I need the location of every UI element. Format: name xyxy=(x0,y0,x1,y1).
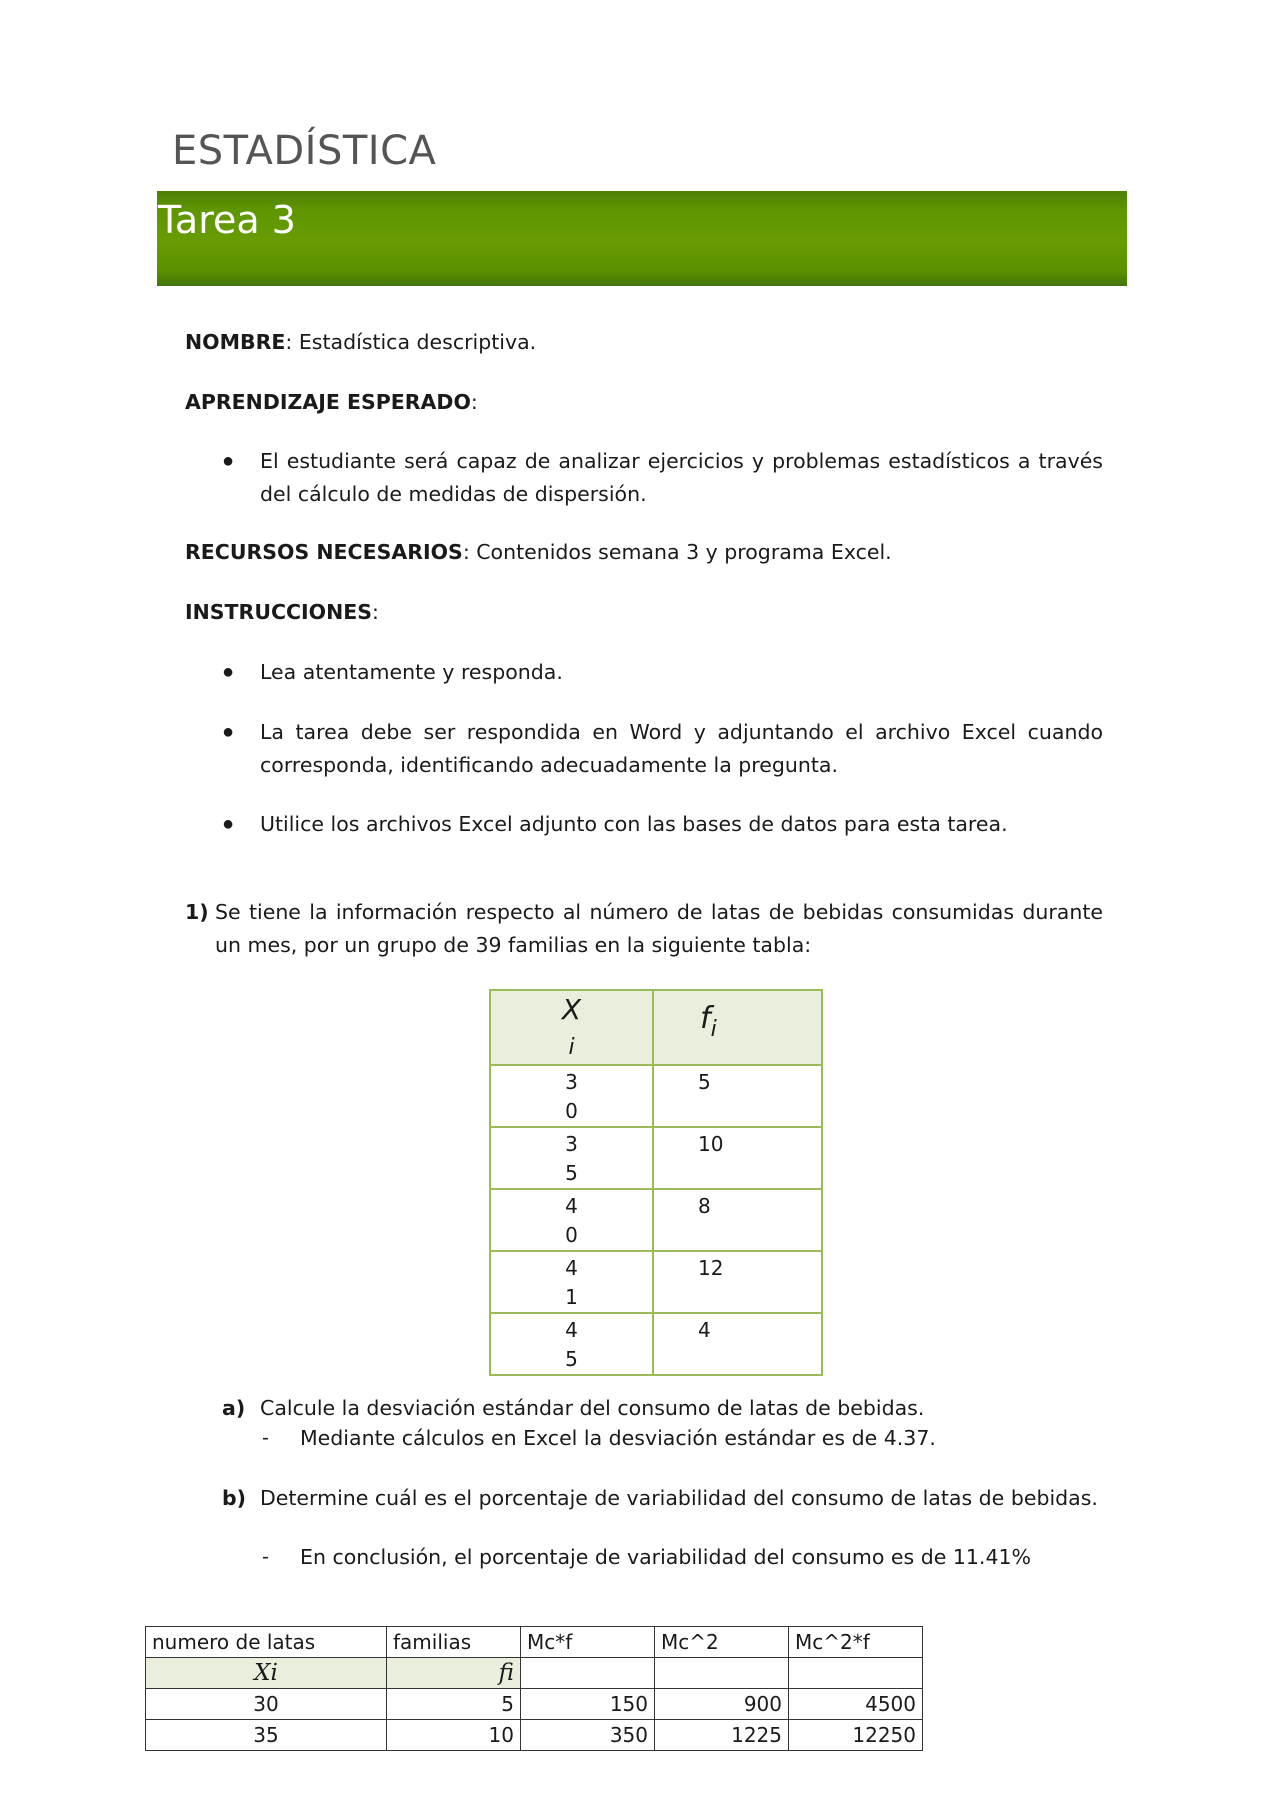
header-x-symbol: X xyxy=(561,993,582,1026)
fi-cell: 8 xyxy=(653,1189,822,1251)
excel-header-cell: familias xyxy=(387,1627,521,1658)
frequency-table xyxy=(489,989,823,1376)
xi-digit: 5 xyxy=(565,1161,578,1185)
instrucciones-suffix: : xyxy=(372,600,379,624)
aprendizaje-bullet: El estudiante será capaz de analizar ejercicios y problemas estadísticos a través del cálculo de medidas de dispersión. xyxy=(260,449,1103,506)
excel-subheader-fi: fi xyxy=(387,1658,521,1689)
recursos-line xyxy=(185,536,892,569)
instrucciones-heading xyxy=(185,596,379,629)
excel-cell: 1225 xyxy=(655,1720,789,1751)
xi-digit: 3 xyxy=(565,1132,578,1156)
excel-cell: 150 xyxy=(521,1689,655,1720)
excel-empty-cell xyxy=(655,1658,789,1689)
xi-digit: 0 xyxy=(565,1099,578,1123)
xi-digit: 4 xyxy=(565,1256,578,1280)
recursos-value: : Contenidos semana 3 y programa Excel. xyxy=(462,540,892,564)
dash-bullet: - xyxy=(262,1426,269,1449)
excel-cell: 900 xyxy=(655,1689,789,1720)
sub-question-a-label: a) xyxy=(222,1396,246,1420)
fi-cell: 12 xyxy=(653,1251,822,1313)
fi-cell: 10 xyxy=(653,1127,822,1189)
xi-digit: 3 xyxy=(565,1070,578,1094)
excel-cell: 4500 xyxy=(789,1689,923,1720)
bullet-icon: ● xyxy=(222,813,235,835)
aprendizaje-suffix: : xyxy=(470,390,478,414)
fi-cell: 5 xyxy=(653,1065,822,1127)
header-fi xyxy=(653,990,822,1065)
question-number: 1) xyxy=(185,900,209,924)
xi-digit: 4 xyxy=(565,1318,578,1342)
excel-cell: 12250 xyxy=(789,1720,923,1751)
xi-digit: 1 xyxy=(565,1285,578,1309)
excel-cell: 350 xyxy=(521,1720,655,1751)
assignment-title: Tarea 3 xyxy=(158,198,296,242)
bullet-icon: ● xyxy=(222,661,235,683)
instruccion-item: La tarea debe ser respondida en Word y adjuntando el archivo Excel cuando corresponda, identificando adecuadamente la pregunta. xyxy=(260,720,1103,777)
sub-question-a-answer: Mediante cálculos en Excel la desviación estándar es de 4.37. xyxy=(300,1426,936,1450)
aprendizaje-heading xyxy=(185,386,478,419)
excel-subheader-row xyxy=(146,1658,923,1689)
xi-digit: 4 xyxy=(565,1194,578,1218)
sub-question-b-label: b) xyxy=(222,1486,247,1510)
table-row xyxy=(490,1189,822,1251)
instruccion-item: Lea atentamente y responda. xyxy=(260,660,563,684)
excel-header-row xyxy=(146,1627,923,1658)
header-f-subscript: i xyxy=(710,1017,717,1042)
excel-cell: 35 xyxy=(146,1720,387,1751)
table-row xyxy=(490,1065,822,1127)
nombre-value: : Estadística descriptiva. xyxy=(285,330,537,354)
excel-cell: 30 xyxy=(146,1689,387,1720)
frequency-table-header xyxy=(490,990,822,1065)
subject-title: ESTADÍSTICA xyxy=(172,128,437,174)
bullet-icon: ● xyxy=(222,721,235,743)
fi-cell: 4 xyxy=(653,1313,822,1375)
header-xi xyxy=(490,990,653,1065)
excel-subheader-xi: Xi xyxy=(146,1658,387,1689)
header-x-subscript: i xyxy=(568,1035,575,1060)
excel-header-cell: Mc*f xyxy=(521,1627,655,1658)
excel-empty-cell xyxy=(789,1658,923,1689)
sub-question-b-answer: En conclusión, el porcentaje de variabilidad del consumo es de 11.41% xyxy=(300,1545,1032,1569)
xi-cell xyxy=(490,1065,653,1127)
dash-bullet: - xyxy=(262,1545,269,1568)
nombre-line xyxy=(185,326,536,359)
excel-header-cell: Mc^2 xyxy=(655,1627,789,1658)
instruccion-item: Utilice los archivos Excel adjunto con las bases de datos para esta tarea. xyxy=(260,812,1008,836)
question-text: Se tiene la información respecto al número de latas de bebidas consumidas durante un mes, por un grupo de 39 familias en la siguiente tabla: xyxy=(215,900,1103,957)
excel-header-cell: Mc^2*f xyxy=(789,1627,923,1658)
excel-header-cell: numero de latas xyxy=(146,1627,387,1658)
excel-empty-cell xyxy=(521,1658,655,1689)
xi-cell xyxy=(490,1189,653,1251)
aprendizaje-label: APRENDIZAJE ESPERADO xyxy=(185,390,471,414)
nombre-label: NOMBRE xyxy=(185,330,286,354)
xi-cell xyxy=(490,1313,653,1375)
header-f-symbol: f xyxy=(700,1001,711,1036)
table-row xyxy=(490,1127,822,1189)
table-row xyxy=(490,1251,822,1313)
xi-digit: 0 xyxy=(565,1223,578,1247)
xi-cell xyxy=(490,1127,653,1189)
table-row xyxy=(146,1689,923,1720)
xi-cell xyxy=(490,1251,653,1313)
sub-question-a-text: Calcule la desviación estándar del consumo de latas de bebidas. xyxy=(260,1396,925,1420)
recursos-label: RECURSOS NECESARIOS xyxy=(185,540,463,564)
bullet-icon: ● xyxy=(222,450,235,472)
instrucciones-label: INSTRUCCIONES xyxy=(185,600,373,624)
excel-calculation-table xyxy=(145,1626,923,1751)
excel-cell: 5 xyxy=(387,1689,521,1720)
sub-question-b-text: Determine cuál es el porcentaje de variabilidad del consumo de latas de bebidas. xyxy=(260,1486,1098,1510)
table-row xyxy=(490,1313,822,1375)
xi-digit: 5 xyxy=(565,1347,578,1371)
title-banner xyxy=(157,191,1127,286)
table-row xyxy=(146,1720,923,1751)
excel-cell: 10 xyxy=(387,1720,521,1751)
